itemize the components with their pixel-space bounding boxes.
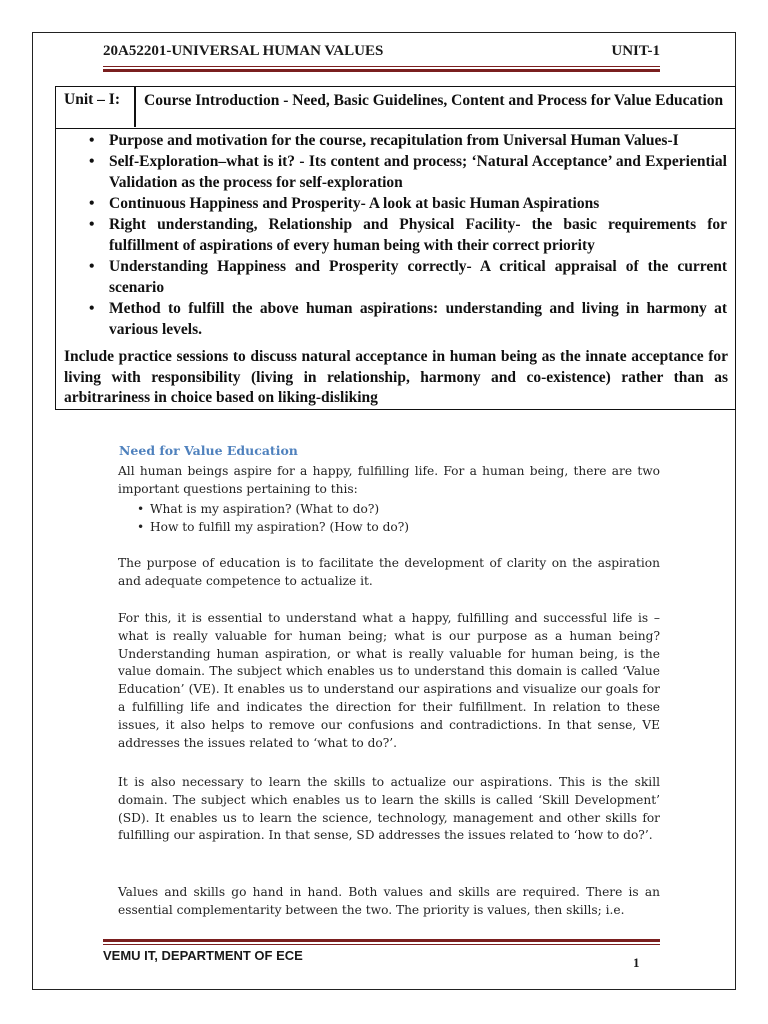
unit-label: UNIT-1: [611, 43, 660, 59]
unit-topic-item: • Continuous Happiness and Prosperity- A look at basic Human Aspirations: [89, 195, 600, 212]
page-header: [103, 43, 660, 63]
unit-header-divider: [134, 87, 136, 127]
paragraph: It is also necessary to learn the skills to actualize our aspirations. This is the skill domain. The subject which enables us to learn the skills is called ‘Skill Development’ (SD). It enables us to learn the science, technology, management and other skills for fulfilling our aspiration. In that sense, SD addresses the issues related to ‘how to do?’.: [118, 775, 660, 843]
aspiration-questions: [118, 500, 409, 536]
unit-topic-item: • Method to fulfill the above human aspirations: understanding and living in harmony at various levels.: [89, 300, 727, 338]
bullet-icon: •: [89, 195, 95, 212]
unit-topic-item: • Right understanding, Relationship and Physical Facility- the basic requirements for fulfillment of aspirations of every human being with their correct priority: [89, 216, 727, 254]
bullet-icon: •: [137, 502, 145, 516]
unit-topic-item: • Self-Exploration–what is it? - Its content and process; ‘Natural Acceptance’ and Experiential Validation as the process for self-exploration: [89, 153, 727, 191]
unit-topic-list: [56, 130, 735, 340]
bullet-icon: •: [89, 300, 95, 317]
page-number: 1: [633, 955, 640, 970]
header-rule-thick: [103, 69, 660, 72]
course-code: 20A52201-UNIVERSAL HUMAN VALUES: [103, 43, 384, 59]
paragraph: Values and skills go hand in hand. Both values and skills are required. There is an essential complementarity between the two. The priority is values, then skills; i.e.: [118, 885, 660, 917]
question-item: • What is my aspiration? (What to do?): [137, 502, 380, 516]
bullet-icon: •: [137, 520, 145, 534]
section-heading: Need for Value Education: [119, 443, 298, 458]
paragraph: The purpose of education is to facilitate the development of clarity on the aspiration and adequate competence to actualize it.: [118, 556, 660, 588]
bullet-icon: •: [89, 132, 95, 149]
bullet-icon: •: [89, 258, 95, 275]
question-item: • How to fulfill my aspiration? (How to do?): [137, 520, 410, 534]
unit-title: Course Introduction - Need, Basic Guidelines, Content and Process for Value Education: [144, 92, 724, 109]
unit-topic-item: • Purpose and motivation for the course, recapitulation from Universal Human Values-I: [89, 132, 679, 149]
footer-rule-thin: [103, 944, 660, 945]
header-rule-thin: [103, 66, 660, 67]
bullet-icon: •: [89, 216, 95, 233]
unit-syllabus-box: [55, 86, 736, 410]
unit-topic-item: • Understanding Happiness and Prosperity correctly- A critical appraisal of the current scenario: [89, 258, 727, 296]
unit-practice-note: Include practice sessions to discuss natural acceptance in human being as the innate acceptance for living with responsibility (living in relationship, harmony and co-existence) rather than as arbitrariness in choice based on liking-disliking: [64, 348, 728, 406]
unit-header-row: [56, 87, 735, 129]
footer-rule-thick: [103, 939, 660, 942]
bullet-icon: •: [89, 153, 95, 170]
paragraph: For this, it is essential to understand what a happy, fulfilling and successful life is – what is really valuable for human being; what is our purpose as a human being? Understanding human aspiration, or what is really valuable for human being, is the value domain. The subject which enables us to understand this domain is called ‘Value Education’ (VE). It enables us to understand our aspirations and visualize our goals for a fulfilling life and indicates the direction for their fulfillment. In relation to these issues, it also helps to remove our confusions and contradictions. In that sense, VE addresses the issues related to ‘what to do?’.: [118, 611, 660, 750]
intro-paragraph: All human beings aspire for a happy, fulfilling life. For a human being, there are two important questions pertaining to this:: [118, 464, 660, 496]
footer-department: VEMU IT, DEPARTMENT OF ECE: [103, 948, 303, 963]
unit-number: Unit – I:: [64, 91, 120, 108]
